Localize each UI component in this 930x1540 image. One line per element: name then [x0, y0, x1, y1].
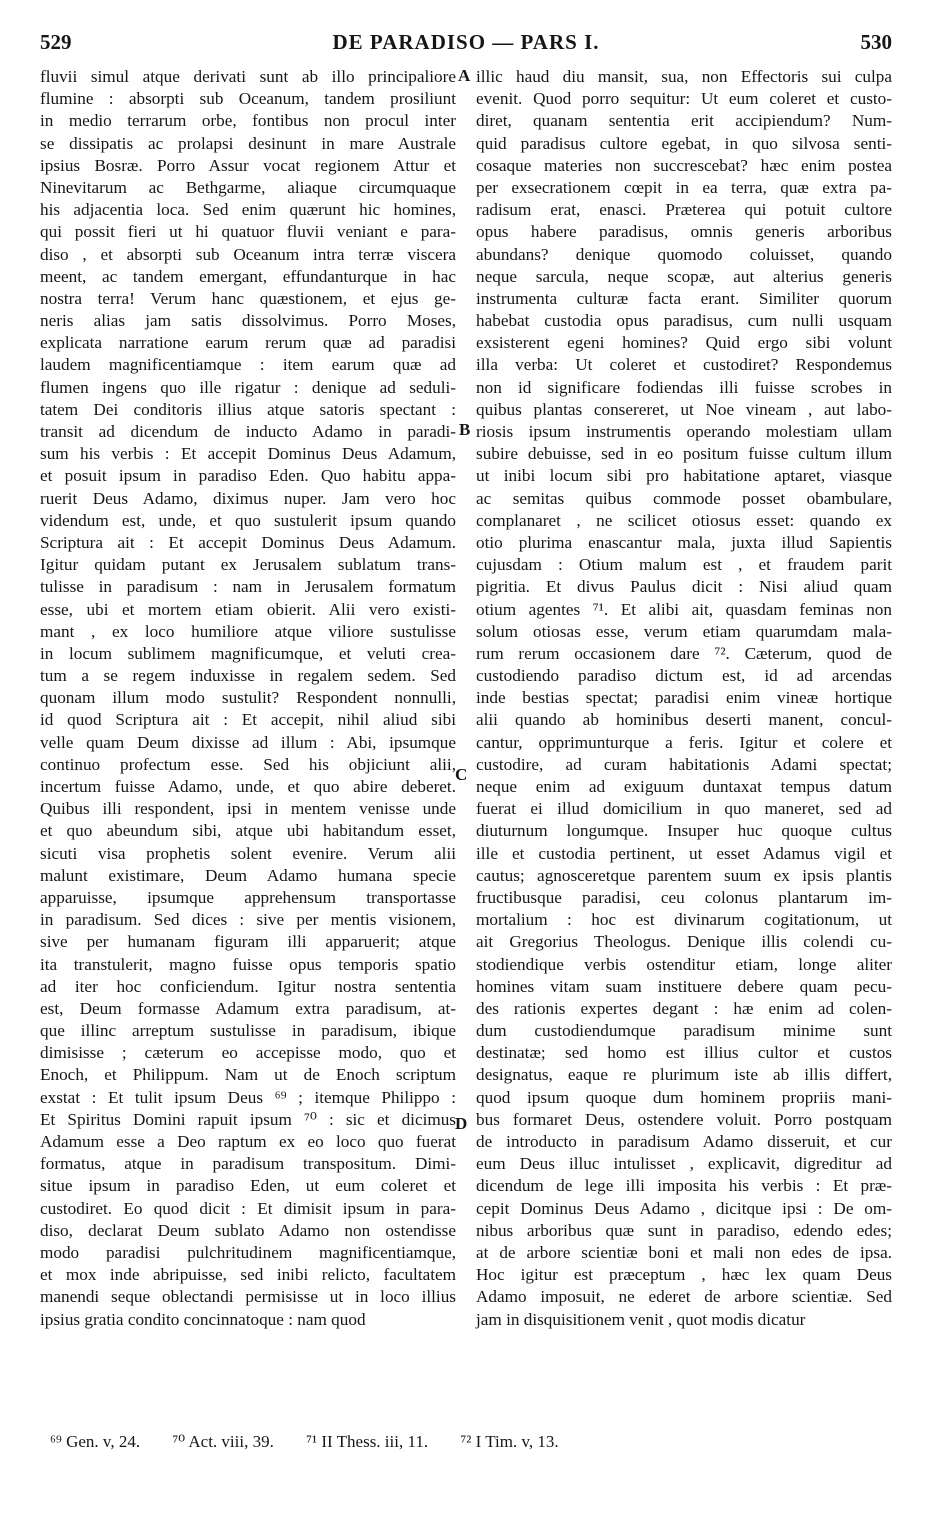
margin-marker-d: D — [455, 1114, 468, 1133]
text-line: que illinc arreptum sustulisse in paradisum, ibique — [40, 1021, 456, 1041]
text-line: ille et custodia pertinent, ut esset Adamus vigil et — [476, 843, 892, 863]
margin-marker-a: A — [458, 66, 471, 85]
left-column — [40, 66, 456, 1331]
text-line: Quibus illi respondent, ipsi in mentem venisse unde — [40, 799, 456, 819]
text-line: quod ipsum quoque dum hominem propriis mani- — [476, 1087, 892, 1107]
text-line: Hoc igitur est præceptum , hæc lex quam Deus — [476, 1265, 892, 1285]
text-line: abundans? denique quomodo coluisset, quando — [476, 244, 892, 264]
text-line: esse, ubi et mortem etiam obierit. Alii vero existi- — [40, 599, 456, 619]
margin-marker-b: B — [459, 420, 471, 439]
text-line: se dissipatis ac prolapsi desinunt in mare Australe — [40, 133, 456, 153]
text-line: incertum fuisse Adamo, unde, et quo abire deberet. — [40, 777, 456, 796]
text-line: malunt existimare, Deum Adamo humana specie — [40, 865, 456, 885]
text-line: complanaret , ne scilicet otiosus esset: quando ex — [476, 510, 892, 530]
text-line: mant , ex loco humiliore atque viliore sustulisse — [40, 621, 456, 641]
footnote-71: ⁷¹ II Thess. iii, 11. — [306, 1432, 429, 1451]
text-line: Et Spiritus Domini rapuit ipsum ⁷⁰ : sic et dicimus — [40, 1109, 456, 1129]
text-line: ita transtulerit, magno fuisse opus temporis spatio — [40, 954, 456, 974]
text-line: neque sarcula, neque scopæ, aut alterius generis — [476, 266, 892, 286]
text-line: neris alias jam satis dissolvimus. Porro Moses, — [40, 311, 456, 331]
text-line: quonam illum modo sustulit? Respondent nonnulli, — [40, 688, 456, 708]
text-line: velle quam Deum dixisse ad illum : Abi, ipsumque — [40, 732, 456, 752]
right-column — [476, 66, 892, 1331]
text-line: et quo abeundum sibi, atque ubi habitandum esset, — [40, 821, 456, 841]
text-line: in medio terrarum orbe, fontibus non procul inter — [40, 111, 456, 131]
footnote-70: ⁷⁰ Act. viii, 39. — [172, 1432, 274, 1451]
text-line: inde bestias spectat; paradisi enim vineæ hortique — [476, 688, 892, 708]
text-line: solum otiosas esse, verum etiam quarumdam mala- — [476, 621, 892, 641]
text-line: fluvii simul atque derivati sunt ab illo principaliore — [40, 67, 456, 86]
text-line: dicendum de lege illi imposita his verbis : Et præ- — [476, 1176, 892, 1196]
text-line: subire debuisse, sed in eo positum fuisse cultum illum — [476, 444, 892, 464]
text-line: pigritia. Et divus Paulus dicit : Nisi aliud quam — [476, 577, 892, 597]
text-line: ait Gregorius Theologus. Denique illis colendi cu- — [476, 932, 892, 952]
running-header — [40, 30, 892, 62]
text-line: Adamo imposuit, ne ederet de arbore scientiæ. Sed — [476, 1287, 892, 1307]
text-line: at de arbore scientiæ boni et mali non edes de ipsa. — [476, 1242, 892, 1262]
text-line: alii quando ab hominibus deserti manent, concul- — [476, 710, 892, 730]
text-line: habebat custodia opus paradisus, cum nulli usquam — [476, 311, 892, 331]
text-line: formatus, atque in paradisum transpositum. Dimi- — [40, 1154, 456, 1174]
text-line: sicuti visa prophetis solent evenire. Verum alii — [40, 843, 456, 863]
text-line: designatus, eaque re plurimum iste ab illis differt, — [476, 1065, 892, 1085]
text-line: est, Deum formasse Adamum extra paradisum, at- — [40, 998, 456, 1018]
text-line: evenit. Quod porro sequitur: Ut eum coleret et custo- — [476, 89, 892, 109]
text-line: nibus arboribus quæ sunt in paradiso, edendo edes; — [476, 1220, 892, 1240]
text-line: cepit Dominus Deus Adamo , dicitque ipsi : De om- — [476, 1198, 892, 1218]
text-line: de introducto in paradisum Adamo disseruit, et cur — [476, 1132, 892, 1151]
text-line: cosaque materies non succrescebat? hæc enim postea — [476, 155, 892, 175]
text-line: non id significare fodiendas illi fuisse scrobes in — [476, 377, 892, 397]
footnote-72: ⁷² I Tim. v, 13. — [460, 1432, 559, 1451]
text-line: his adjacentia loca. Sed enim quærunt hic homines, — [40, 200, 456, 220]
text-line: diso, declarat Deum sublato Adamo non ostendisse — [40, 1220, 456, 1240]
text-line: ipsius gratia condito concinnatoque : nam quod — [40, 1309, 366, 1329]
text-line: Enoch, et Philippum. Nam ut de Enoch scriptum — [40, 1065, 456, 1085]
text-line: radisum erat, enasci. Præterea qui potuit cultore — [476, 200, 892, 220]
text-line: nostra terra! Verum hanc quæstionem, et ejus ge- — [40, 288, 456, 308]
text-line: ad iter hoc conficiendum. Igitur nostra sententia — [40, 976, 456, 996]
text-line: flumen ingens quo ille rigatur : denique ad seduli- — [40, 377, 456, 397]
text-line: dimisisse ; cæterum eo accepisse modo, quo et — [40, 1043, 456, 1063]
text-line: dum custodiendumque paradisum minime sunt — [476, 1021, 892, 1041]
text-line: custodiendo paradiso dictum est, id ad arcendas — [476, 666, 892, 686]
text-line: fuerat ei illud domicilium in quo maneret, sed ad — [476, 799, 892, 819]
text-line: fructibusque paradisi, ceu colonus plantarum im- — [476, 887, 892, 907]
text-line: continuo profectum esse. Sed his objiciunt alii, — [40, 754, 456, 774]
text-line: id quod Scriptura ait : Et accepit, nihil aliud sibi — [40, 710, 456, 730]
text-line: Ninevitarum ac Bethgarme, aliaque circumquaque — [40, 177, 456, 197]
text-line: opus habere paradisus, omnis generis arboribus — [476, 222, 892, 242]
text-line: diso , et absorpti sub Oceanum intra terræ viscera — [40, 244, 456, 264]
text-line: apparuisse, ipsumque apprehensum transportasse — [40, 887, 456, 907]
text-line: transit ad dicendum de inducto Adamo in paradi- — [40, 422, 456, 441]
text-line: situe ipsum in paradiso Eden, ut eum coleret et — [40, 1176, 456, 1196]
text-line: ac semitas quibus commode posset obambulare, — [476, 488, 892, 508]
text-line: instrumenta culturæ facta erant. Similiter quorum — [476, 288, 892, 308]
text-line: explicata narratione earum rerum quæ ad paradisi — [40, 333, 456, 353]
text-line: des rationis expertes degant : hæ enim ad colen- — [476, 998, 892, 1018]
text-line: ipsius Bosræ. Porro Assur vocat regionem Attur et — [40, 155, 456, 175]
text-line: custodire, ad curam habitationis Adami spectat; — [476, 754, 892, 774]
text-line: quibus plantas consereret, ut Noe vineam , aut labo- — [476, 399, 892, 419]
text-line: qui possit fieri ut hi quatuor fluvii veniant e para- — [40, 222, 456, 242]
text-line: modo paradisi pulchritudinem magnificentiamque, — [40, 1242, 456, 1262]
text-line: eum Deus illuc intulisset , explicavit, digreditur ad — [476, 1154, 892, 1174]
text-line: ruerit Deus Adamo, diximus nuper. Jam vero hoc — [40, 488, 456, 508]
margin-marker-c: C — [455, 765, 468, 784]
text-line: illa verba: Ut coleret et custodiret? Respondemus — [476, 355, 892, 375]
text-line: rum rerum occasionem dare ⁷². Cæterum, quod de — [476, 643, 892, 663]
text-line: sive per humanam figuram illi apparuerit; atque — [40, 932, 456, 952]
text-line: jam in disquisitionem venit , quot modis dicatur — [476, 1309, 806, 1329]
text-line: Adamum esse a Deo raptum ex eo loco quo fuerat — [40, 1132, 456, 1151]
text-line: exsisterent egeni homines? Quid ergo sibi volunt — [476, 333, 892, 353]
text-line: Igitur quidam putant ex Jerusalem sublatum trans- — [40, 555, 456, 575]
running-title: DE PARADISO — PARS I. — [332, 30, 600, 54]
text-line: exstat : Et tulit ipsum Deus ⁶⁹ ; itemque Philippo : — [40, 1087, 456, 1107]
text-line: otium agentes ⁷¹. Et alibi ait, quasdam feminas non — [476, 599, 892, 619]
text-line: et mox inde abripuisse, sed inibi relicto, facultatem — [40, 1265, 456, 1285]
text-line: sum his verbis : Et accepit Dominus Deus Adamum, — [40, 444, 456, 464]
text-line: flumine : absorpti sub Oceanum, tandem prosiliunt — [40, 89, 456, 109]
text-line: cujusdam : Otium malum est , et fraudem parit — [476, 555, 892, 575]
page-number-right: 530 — [860, 30, 892, 54]
text-line: bus formaret Deus, ostendere voluit. Porro postquam — [476, 1109, 892, 1129]
footnote-69: ⁶⁹ Gen. v, 24. — [50, 1432, 141, 1451]
text-line: et posuit ipsum in paradiso Eden. Quo habitu appa- — [40, 466, 456, 486]
text-line: riosis ipsum instrumentis operando molestiam ullam — [476, 422, 892, 441]
text-line: in paradisum. Sed dices : sive per mentis visionem, — [40, 910, 456, 930]
text-line: per exsecrationem cœpit in ea terra, quæ extra pa- — [476, 177, 892, 197]
text-line: mortalium : hoc est divinarum cogitationum, ut — [476, 910, 892, 930]
text-line: cantur, opprimunturque a feris. Igitur et colere et — [476, 732, 892, 752]
text-line: neque enim ad exiguum duntaxat tempus datum — [476, 777, 892, 796]
text-line: tatem Dei conditoris illius atque satoris spectant : — [40, 399, 456, 419]
text-line: otio plurima enascantur mala, juxta illud Sapientis — [476, 532, 892, 552]
text-line: Scriptura ait : Et accepit Dominus Deus Adamum. — [40, 532, 456, 552]
text-line: diret, quanam sententia erit accipiendum? Num- — [476, 111, 892, 131]
text-line: homines vitam suam instituere debere quam pecu- — [476, 976, 892, 996]
text-line: ut inibi locum sibi pro habitatione aptaret, viasque — [476, 466, 892, 486]
text-line: meent, ac tandem emergant, effundanturque in hac — [40, 266, 456, 286]
text-line: cautus; agnosceretque parentem suum ex ipsis plantis — [476, 865, 892, 885]
text-line: stodiendique verbis ostenditur etiam, longe aliter — [476, 954, 892, 974]
text-line: illic haud diu mansit, sua, non Effectoris sui culpa — [476, 67, 892, 86]
footnotes — [50, 1432, 892, 1452]
page-number-left: 529 — [40, 30, 72, 54]
text-line: laudem magnificentiamque : item earum quæ ad — [40, 355, 456, 375]
text-line: manendi seque oblectandi permisisse ut in loco illius — [40, 1287, 456, 1307]
text-line: destinatæ; sed homo est illius cultor et custos — [476, 1043, 892, 1063]
text-line: diuturnum longumque. Insuper huc quoque cultus — [476, 821, 892, 841]
text-line: videndum est, unde, et quo sustulerit ipsum quando — [40, 510, 456, 530]
text-line: in locum sublimem magnificumque, et veluti crea- — [40, 643, 456, 663]
text-line: custodiret. Eo quod dicit : Et dimisit ipsum in para- — [40, 1198, 456, 1218]
text-line: tum a se regem induxisse in regalem sedem. Sed — [40, 666, 456, 686]
text-line: tulisse in paradisum : nam in Jerusalem formatum — [40, 577, 456, 597]
text-line: quid paradisus cultore egebat, in quo silvosa senti- — [476, 133, 892, 153]
